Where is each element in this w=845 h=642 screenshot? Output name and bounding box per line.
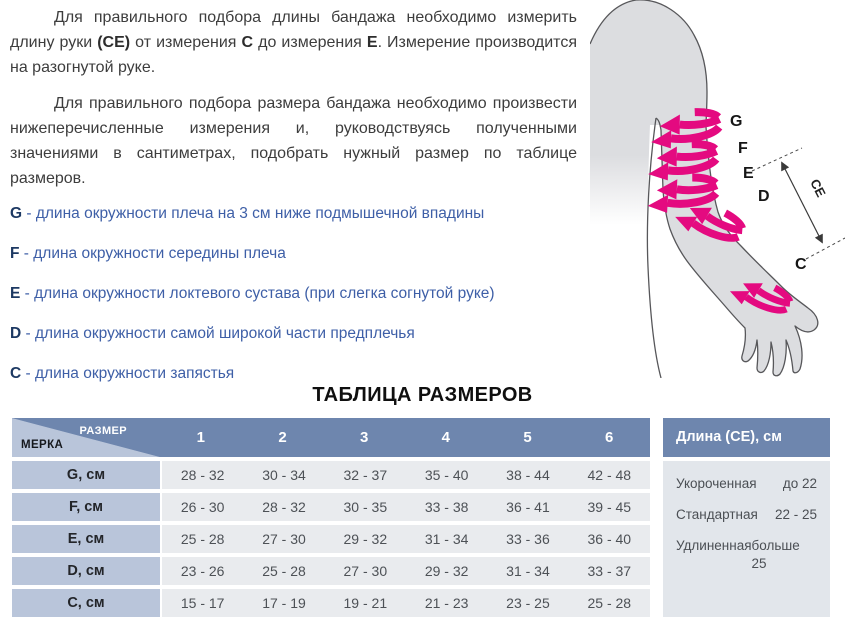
arm-figure-svg <box>590 0 845 378</box>
cell: 36 - 40 <box>587 531 632 547</box>
row-values <box>162 461 650 489</box>
cell: 33 - 38 <box>424 499 469 515</box>
measurement-item-c <box>10 364 577 383</box>
measurement-letter: D <box>10 325 22 342</box>
cell: 29 - 32 <box>343 531 388 547</box>
letter-c: C <box>241 34 254 51</box>
table-corner-cell <box>12 418 160 457</box>
text-segment: . Измерение производится на разогнутой руке. <box>10 34 577 76</box>
ce-row-value: больше 25 <box>751 538 800 571</box>
measurement-item-d <box>10 324 577 343</box>
ce-length-panel <box>663 418 830 617</box>
figure-label-ce: CE <box>807 176 829 200</box>
cell: 31 - 34 <box>424 531 469 547</box>
cell: 25 - 28 <box>262 563 306 579</box>
cell: 23 - 25 <box>506 595 550 611</box>
column-header-5: 5 <box>523 429 532 446</box>
ce-row-label: Стандартная <box>676 507 758 522</box>
cell: 39 - 45 <box>587 499 632 515</box>
measurement-text: - длина окружности запястья <box>25 365 235 382</box>
cell: 33 - 37 <box>587 563 632 579</box>
measurement-letter: G <box>10 205 23 222</box>
measurement-text: - длина окружности плеча на 3 см ниже подмышечной впадины <box>26 205 485 222</box>
cell: 33 - 36 <box>506 531 550 547</box>
cell: 15 - 17 <box>180 595 225 611</box>
cell: 32 - 37 <box>343 467 388 483</box>
figure-label-e: E <box>743 165 754 182</box>
size-table-header <box>12 418 650 457</box>
table-row-e <box>12 525 650 553</box>
cell: 21 - 23 <box>424 595 469 611</box>
ce-row-long <box>676 537 817 573</box>
column-header-2: 2 <box>278 429 287 446</box>
corner-label-size: РАЗМЕР <box>79 425 127 437</box>
cell: 19 - 21 <box>343 595 388 611</box>
intro-paragraph-length <box>10 5 577 80</box>
text-segment: до измерения <box>253 34 367 51</box>
ce-abbrev: (CE) <box>97 34 131 51</box>
cell: 36 - 41 <box>506 499 550 515</box>
measurement-list <box>10 204 577 383</box>
row-label: F, см <box>12 493 160 521</box>
ce-row-value: 22 - 25 <box>774 507 817 522</box>
cell: 23 - 26 <box>180 563 225 579</box>
ce-dashed-line-bottom <box>806 238 845 259</box>
ce-row-label: Удлиненная <box>676 538 752 553</box>
figure-label-c: C <box>795 256 807 273</box>
text-segment: Для правильного подбора длины бандажа необходимо измерить длину руки <box>10 9 577 51</box>
text-column <box>10 5 577 404</box>
cell: 42 - 48 <box>587 467 632 483</box>
cell: 30 - 34 <box>262 467 306 483</box>
ce-row-value: до 22 <box>782 476 817 491</box>
measurement-text: - длина окружности самой широкой части предплечья <box>25 325 415 342</box>
row-label: E, см <box>12 525 160 553</box>
measurement-item-f <box>10 244 577 263</box>
measurement-item-e <box>10 284 577 303</box>
row-values <box>162 493 650 521</box>
row-values <box>162 589 650 617</box>
table-row-f <box>12 493 650 521</box>
cell: 30 - 35 <box>343 499 388 515</box>
column-header-3: 3 <box>360 429 369 446</box>
measurement-letter: F <box>10 245 20 262</box>
ce-panel-body <box>663 461 830 617</box>
row-values <box>162 557 650 585</box>
cell: 25 - 28 <box>180 531 225 547</box>
corner-label-measure: МЕРКА <box>21 439 64 451</box>
ce-row-short <box>676 475 817 493</box>
ce-row-standard <box>676 506 817 524</box>
table-row-c <box>12 589 650 617</box>
cell: 29 - 32 <box>424 563 469 579</box>
figure-label-f: F <box>738 140 748 157</box>
column-header-4: 4 <box>441 429 451 446</box>
cell: 27 - 30 <box>262 531 306 547</box>
intro-paragraph-size: Для правильного подбора размера бандажа необходимо произвести нижеперечисленные измерения и, руководствуясь полученными значениями в сантиметрах, подобрать нужный размер по таблице размеров. <box>10 95 577 187</box>
measurement-text: - длина окружности локтевого сустава (при слегка согнутой руке) <box>24 285 495 302</box>
figure-label-d: D <box>758 188 770 205</box>
ce-panel-header: Длина (CE), см <box>663 418 830 457</box>
row-values <box>162 525 650 553</box>
row-label: D, см <box>12 557 160 585</box>
ce-row-label: Укороченная <box>676 476 757 491</box>
cell: 17 - 19 <box>262 595 306 611</box>
letter-e: E <box>366 34 378 51</box>
cell: 31 - 34 <box>506 563 550 579</box>
cell: 27 - 30 <box>343 563 388 579</box>
text-segment: от измерения <box>130 34 242 51</box>
size-column-headers <box>160 418 650 457</box>
figure-label-g: G <box>730 113 743 130</box>
row-label: C, см <box>12 589 160 617</box>
cell: 28 - 32 <box>262 499 306 515</box>
cell: 26 - 30 <box>180 499 225 515</box>
measurement-item-g <box>10 204 577 223</box>
size-table-title: ТАБЛИЦА РАЗМЕРОВ <box>312 384 533 406</box>
measurement-letter: E <box>10 285 21 302</box>
arm-measurement-illustration <box>590 0 845 378</box>
ce-arrow <box>782 163 822 242</box>
column-header-1: 1 <box>196 429 205 446</box>
measurement-text: - длина окружности середины плеча <box>23 245 286 262</box>
cell: 38 - 44 <box>506 467 550 483</box>
row-label: G, см <box>12 461 160 489</box>
table-row-d <box>12 557 650 585</box>
cell: 28 - 32 <box>180 467 225 483</box>
size-table <box>12 418 650 617</box>
table-row-g <box>12 461 650 489</box>
cell: 35 - 40 <box>424 467 469 483</box>
cell: 25 - 28 <box>587 595 632 611</box>
column-header-6: 6 <box>605 429 614 446</box>
ce-dashed-line-top <box>752 148 802 171</box>
measurement-letter: C <box>10 365 22 382</box>
